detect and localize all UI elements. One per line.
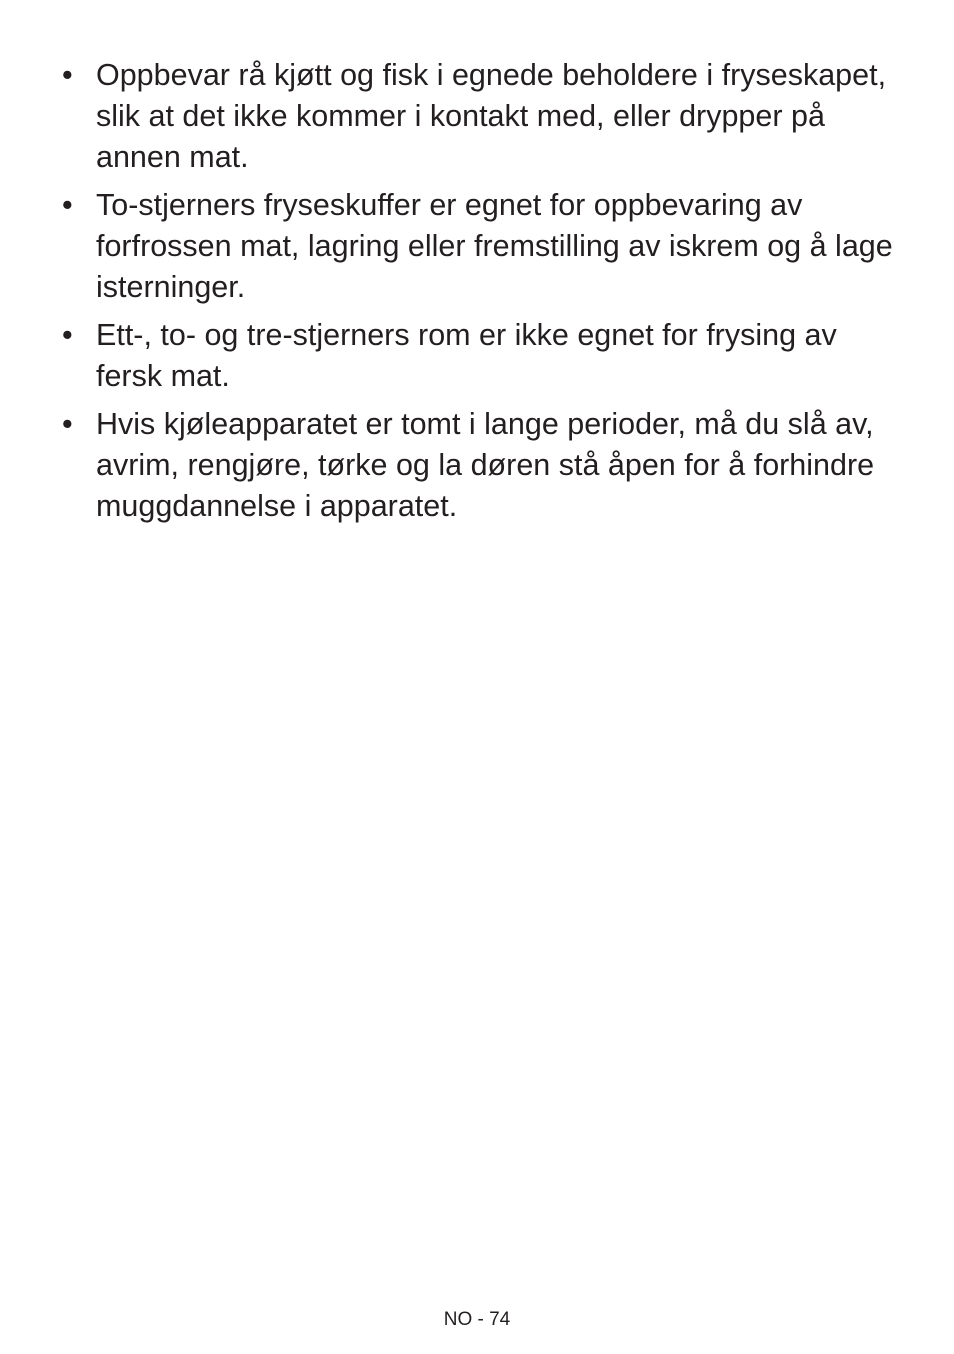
- bullet-text: Oppbevar rå kjøtt og fisk i egnede beholdere i fryseskapet, slik at det ikke kommer i kontakt med, eller drypper på annen mat.: [96, 58, 887, 174]
- bullet-mark: •: [62, 188, 73, 222]
- page-number: NO - 74: [443, 1309, 511, 1330]
- list-item: [0, 404, 954, 527]
- bullet-mark: •: [62, 407, 73, 441]
- bullet-text: Hvis kjøleapparatet er tomt i lange perioder, må du slå av, avrim, rengjøre, tørke og la døren stå åpen for å forhindre muggdannelse i apparatet.: [96, 407, 875, 523]
- bullet-text: To-stjerners fryseskuffer er egnet for oppbevaring av forfrossen mat, lagring eller fremstilling av iskrem og å lage isterninger.: [96, 188, 893, 304]
- bullet-mark: •: [62, 318, 73, 352]
- bullet-mark: •: [62, 58, 73, 92]
- list-item: [0, 55, 954, 178]
- list-item: [0, 315, 954, 397]
- bullet-list: [0, 55, 954, 534]
- list-item: [0, 185, 954, 308]
- bullet-text: Ett-, to- og tre-stjerners rom er ikke egnet for frysing av fersk mat.: [96, 318, 837, 393]
